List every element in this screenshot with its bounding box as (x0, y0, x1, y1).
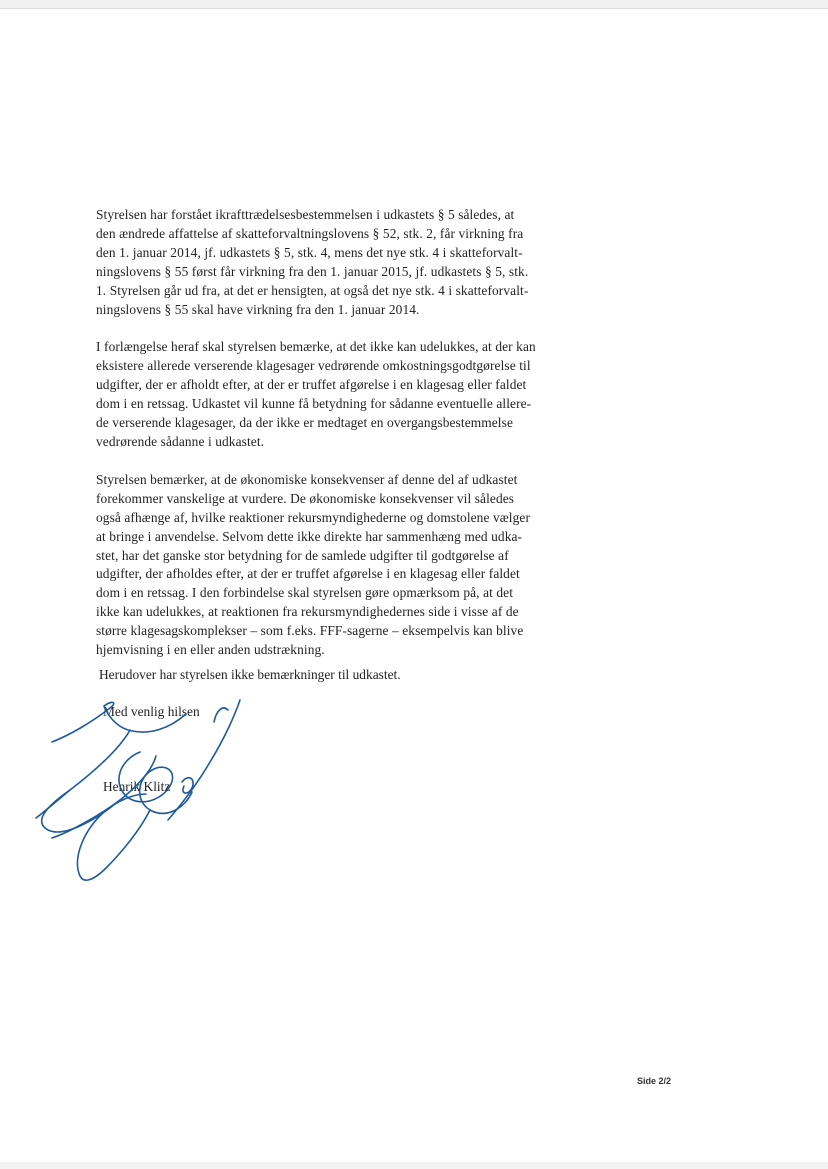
signer-name: Henrik Klitz (103, 779, 171, 794)
text-line: I forlængelse heraf skal styrelsen bemærke, at det ikke kan udelukkes, at der kan (96, 339, 536, 355)
text-line: den 1. januar 2014, jf. udkastets § 5, stk. 4, mens det nye stk. 4 i skatteforvalt- (96, 244, 523, 260)
text-line: stet, har det ganske stor betydning for de samlede udgifter til godtgørelse af (96, 547, 509, 563)
page-number: Side 2/2 (637, 1076, 672, 1086)
text-line: ikke kan udelukkes, at reaktionen fra rekursmyndighedernes side i visse af de (96, 604, 519, 620)
text-line: 1. Styrelsen går ud fra, at det er hensigten, at også det nye stk. 4 i skatteforvalt- (96, 282, 529, 298)
text-line: ningslovens § 55 først får virkning fra den 1. januar 2015, jf. udkastets § 5, stk. (96, 263, 529, 279)
text-line: Styrelsen bemærker, at de økonomiske konsekvenser af denne del af udkastet (96, 471, 518, 487)
text-line: at bringe i anvendelse. Selvom dette ikke direkte har sammenhæng med udka- (96, 528, 523, 544)
text-line: større klagesagskomplekser – som f.eks. FFF-sagerne – eksempelvis kan blive (96, 623, 524, 639)
paragraph-ikrafttraedelse (96, 206, 616, 319)
text-line: dom i en retssag. I den forbindelse skal styrelsen gøre opmærksom på, at det (96, 585, 514, 601)
text-line: de verserende klagesager, da der ikke er medtaget en overgangsbestemmelse (96, 415, 513, 431)
text-line: eksistere allerede verserende klagesager vedrørende omkostningsgodtgørelse til (96, 358, 531, 374)
paragraph-oekonomiske-konsekvenser (96, 471, 616, 660)
text-line: vedrørende sådanne i udkastet. (96, 433, 265, 449)
letter-body (96, 206, 616, 679)
paragraph-verserende-klagesager (96, 338, 616, 451)
text-line: ningslovens § 55 skal have virkning fra den 1. januar 2014. (96, 301, 420, 317)
text-line: forekommer vanskelige at vurdere. De økonomiske konsekvenser vil således (96, 490, 515, 506)
scan-bottom-edge (0, 1162, 828, 1169)
text-line: dom i en retssag. Udkastet vil kunne få betydning for sådanne eventuelle allere- (96, 396, 532, 412)
text-line: hjemvisning i en eller anden udstrækning. (96, 642, 325, 658)
text-line: udgifter, der er afholdt efter, at der er truffet afgørelse i en klagesag eller faldet (96, 377, 527, 393)
text-line: også afhænge af, hvilke reaktioner rekursmyndighederne og domstolene vælger (96, 509, 531, 525)
text-line: Styrelsen har forstået ikrafttrædelsesbestemmelsen i udkastets § 5 således, at (96, 207, 515, 222)
greeting: Med venlig hilsen (103, 704, 200, 719)
text-line: den ændrede affattelse af skatteforvaltningslovens § 52, stk. 2, får virkning fra (96, 225, 524, 241)
scan-top-edge (0, 0, 828, 9)
text-line: udgifter, der afholdes efter, at der er truffet afgørelse i en klagesag eller faldet (96, 566, 520, 582)
closing-remark: Herudover har styrelsen ikke bemærkninger til udkastet. (99, 667, 401, 682)
